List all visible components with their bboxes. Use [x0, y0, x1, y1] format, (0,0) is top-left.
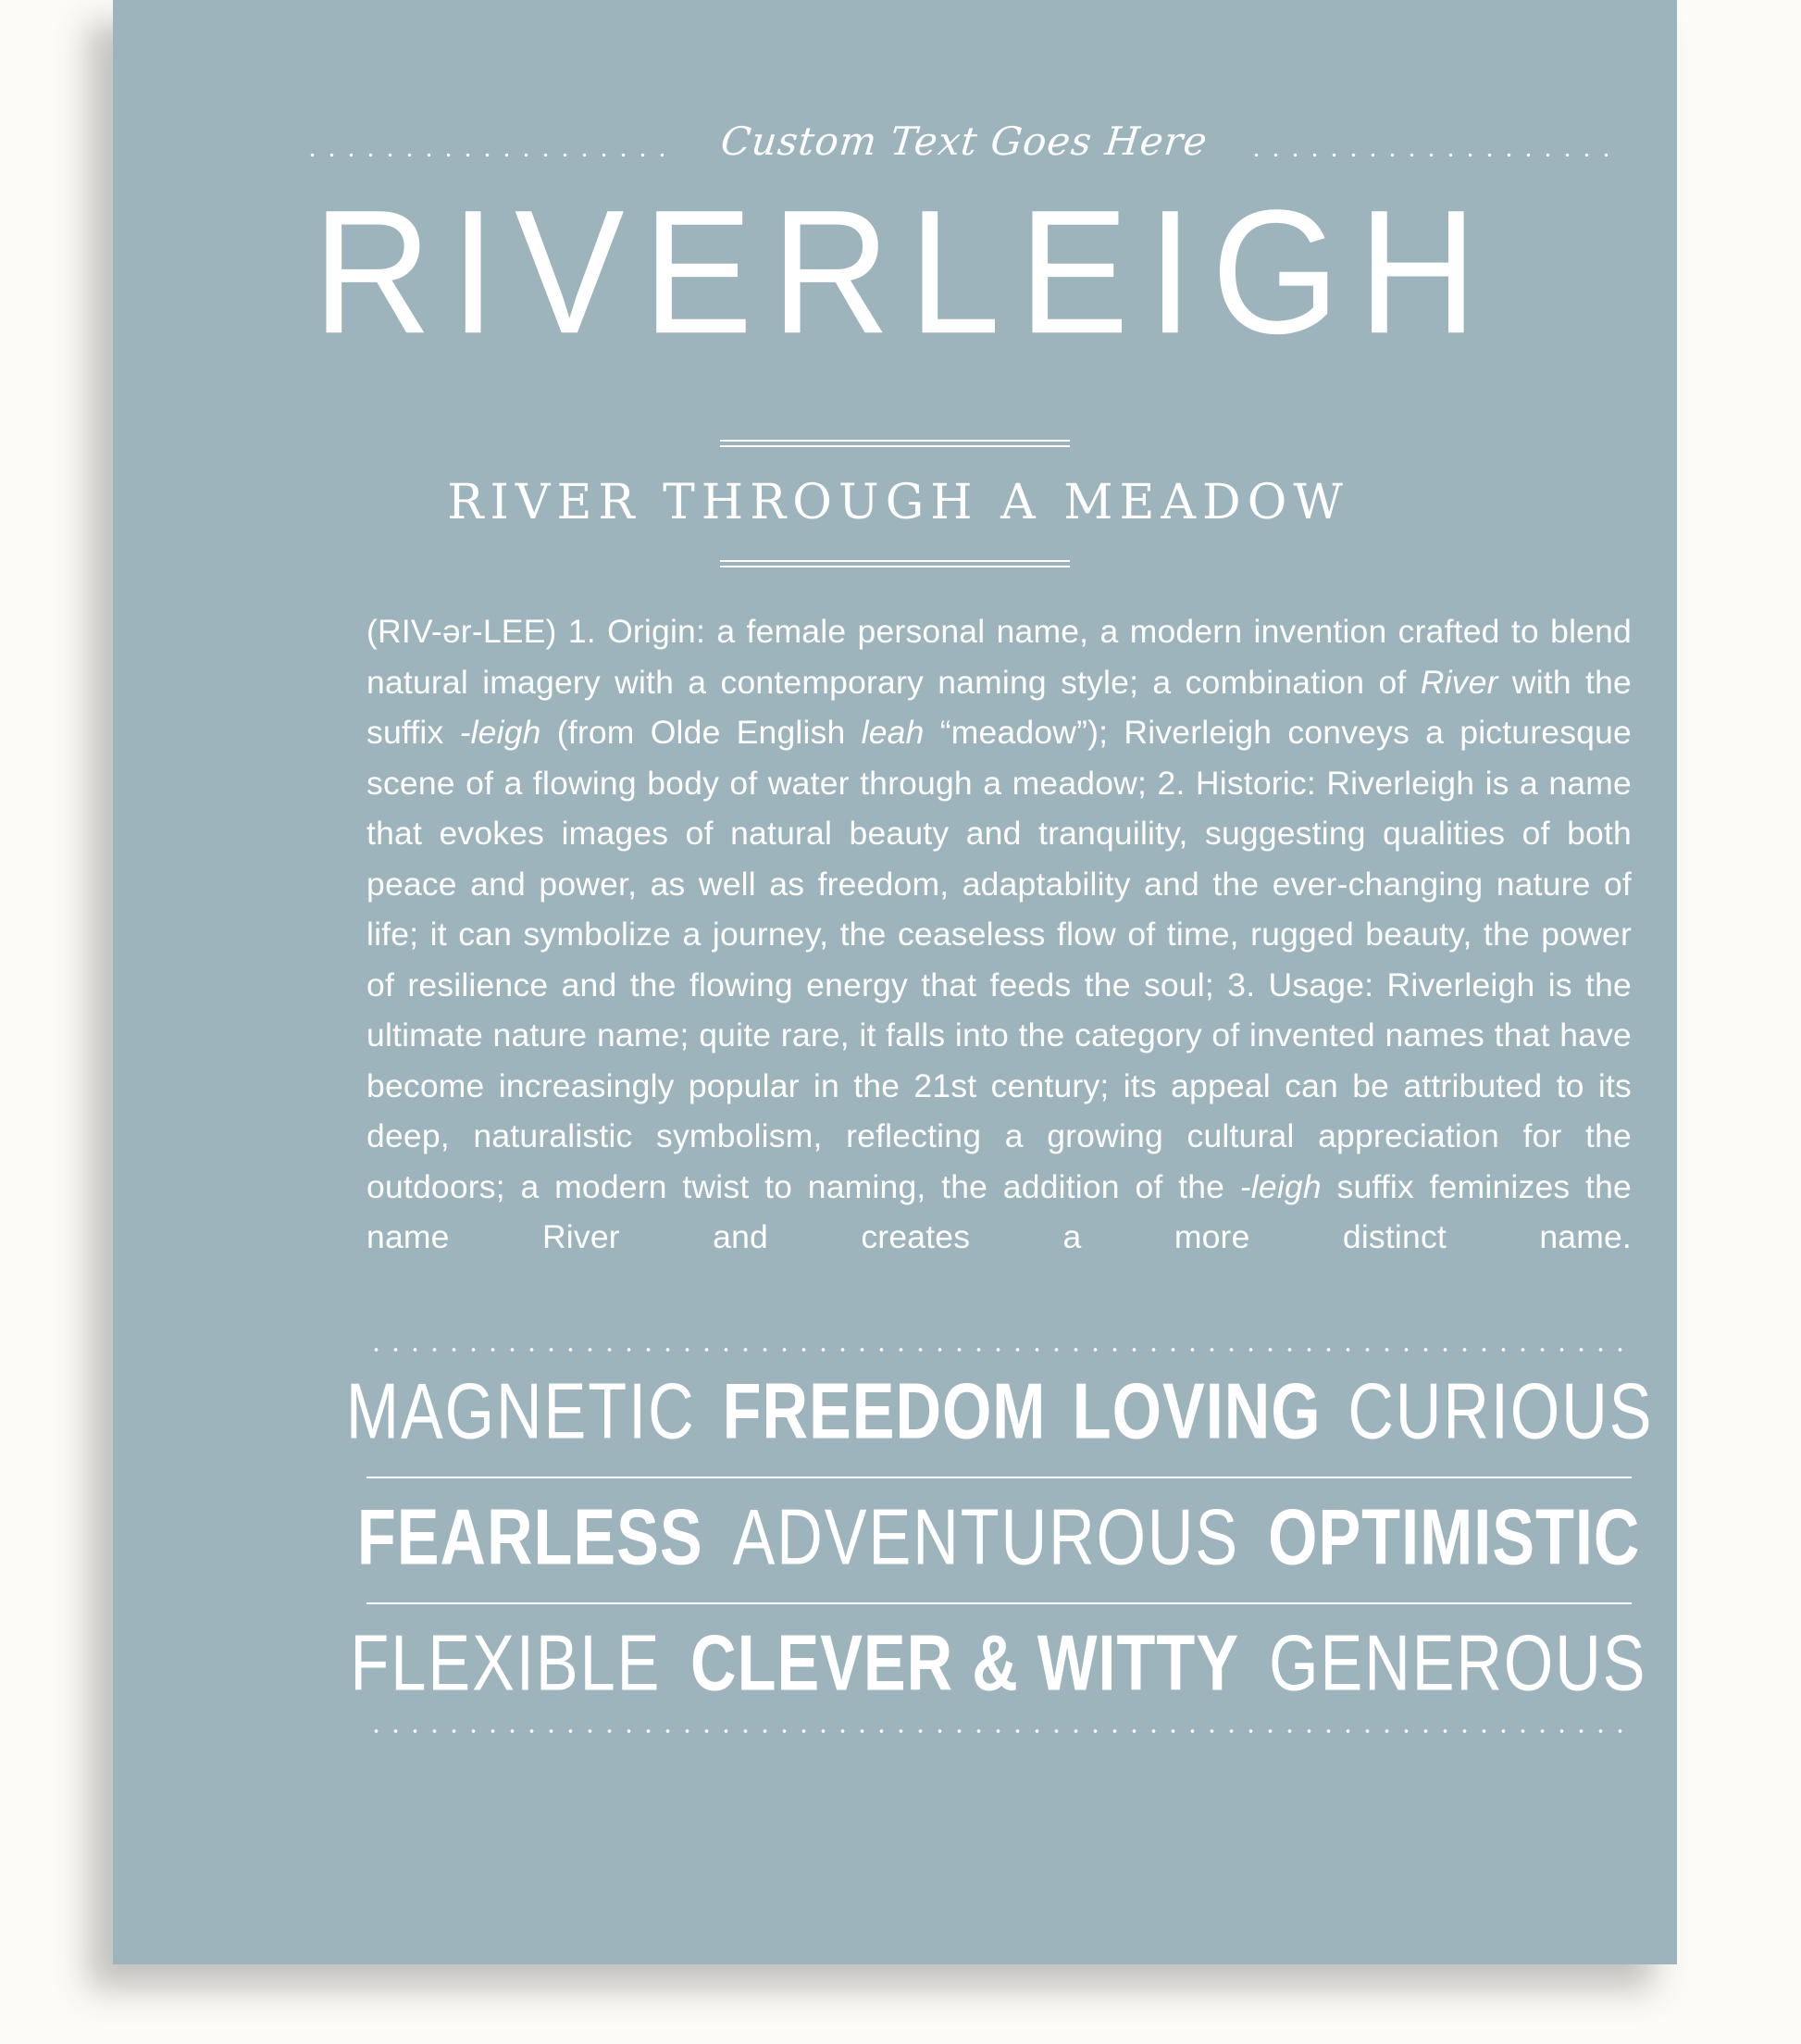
trait-row	[345, 1352, 1653, 1477]
name-art-poster	[113, 0, 1677, 1964]
dotted-rule-left	[303, 153, 677, 157]
poster-name: RIVERLEIGH	[312, 172, 1497, 370]
double-rule-bottom	[720, 560, 1070, 567]
poster-meaning: RIVER THROUGH A MEADOW	[447, 475, 1349, 530]
custom-text: Custom Text Goes Here	[718, 118, 1211, 164]
trait-word: OPTIMISTIC	[1268, 1492, 1641, 1581]
trait-word: ADVENTUROUS	[732, 1492, 1239, 1581]
poster-definition: (RIV-ər-LEE) 1. Origin: a female personal name, a modern invention crafted to blend natural imagery with a contemporary naming style; a combination of River with the suffix -leigh (from Olde English leah “meadow”); Riverleigh conveys a picturesque scene of a flowing body of water through a meadow; 2. Historic: Riverleigh is a name that evokes images of natural beauty and tranquility, suggesting qualities of both peace and power, as well as freedom, adaptability and the ever-changing nature of life; it can symbolize a journey, the ceaseless flow of time, rugged beauty, the power of resilience and the flowing energy that feeds the soul; 3. Usage: Riverleigh is the ultimate nature name; quite rare, it falls into the category of invented names that have become increasingly popular in the 21st century; its appeal can be attributed to its deep, naturalistic symbolism, reflecting a growing cultural appreciation for the outdoors; a modern twist to naming, the addition of the -leigh suffix feminizes the name River and creates a more distinct name.	[366, 613, 1632, 1255]
trait-word: FREEDOM	[722, 1366, 1047, 1455]
dotted-rule-right	[1247, 153, 1617, 157]
double-rule-top	[720, 440, 1070, 446]
trait-word: CURIOUS	[1347, 1366, 1653, 1455]
dotted-rule-traits-bottom	[366, 1728, 1632, 1734]
trait-word: MAGNETIC	[345, 1366, 696, 1455]
trait-word: FLEXIBLE	[350, 1618, 662, 1707]
trait-row	[350, 1604, 1647, 1728]
trait-word: CLEVER & WITTY	[690, 1618, 1240, 1707]
trait-divider-2	[366, 1602, 1632, 1604]
trait-row	[356, 1478, 1641, 1602]
trait-word: LOVING	[1072, 1366, 1322, 1455]
trait-word: FEARLESS	[356, 1492, 703, 1581]
trait-divider-1	[366, 1477, 1632, 1478]
trait-word: GENEROUS	[1269, 1618, 1647, 1707]
traits-section	[345, 1347, 1653, 1734]
